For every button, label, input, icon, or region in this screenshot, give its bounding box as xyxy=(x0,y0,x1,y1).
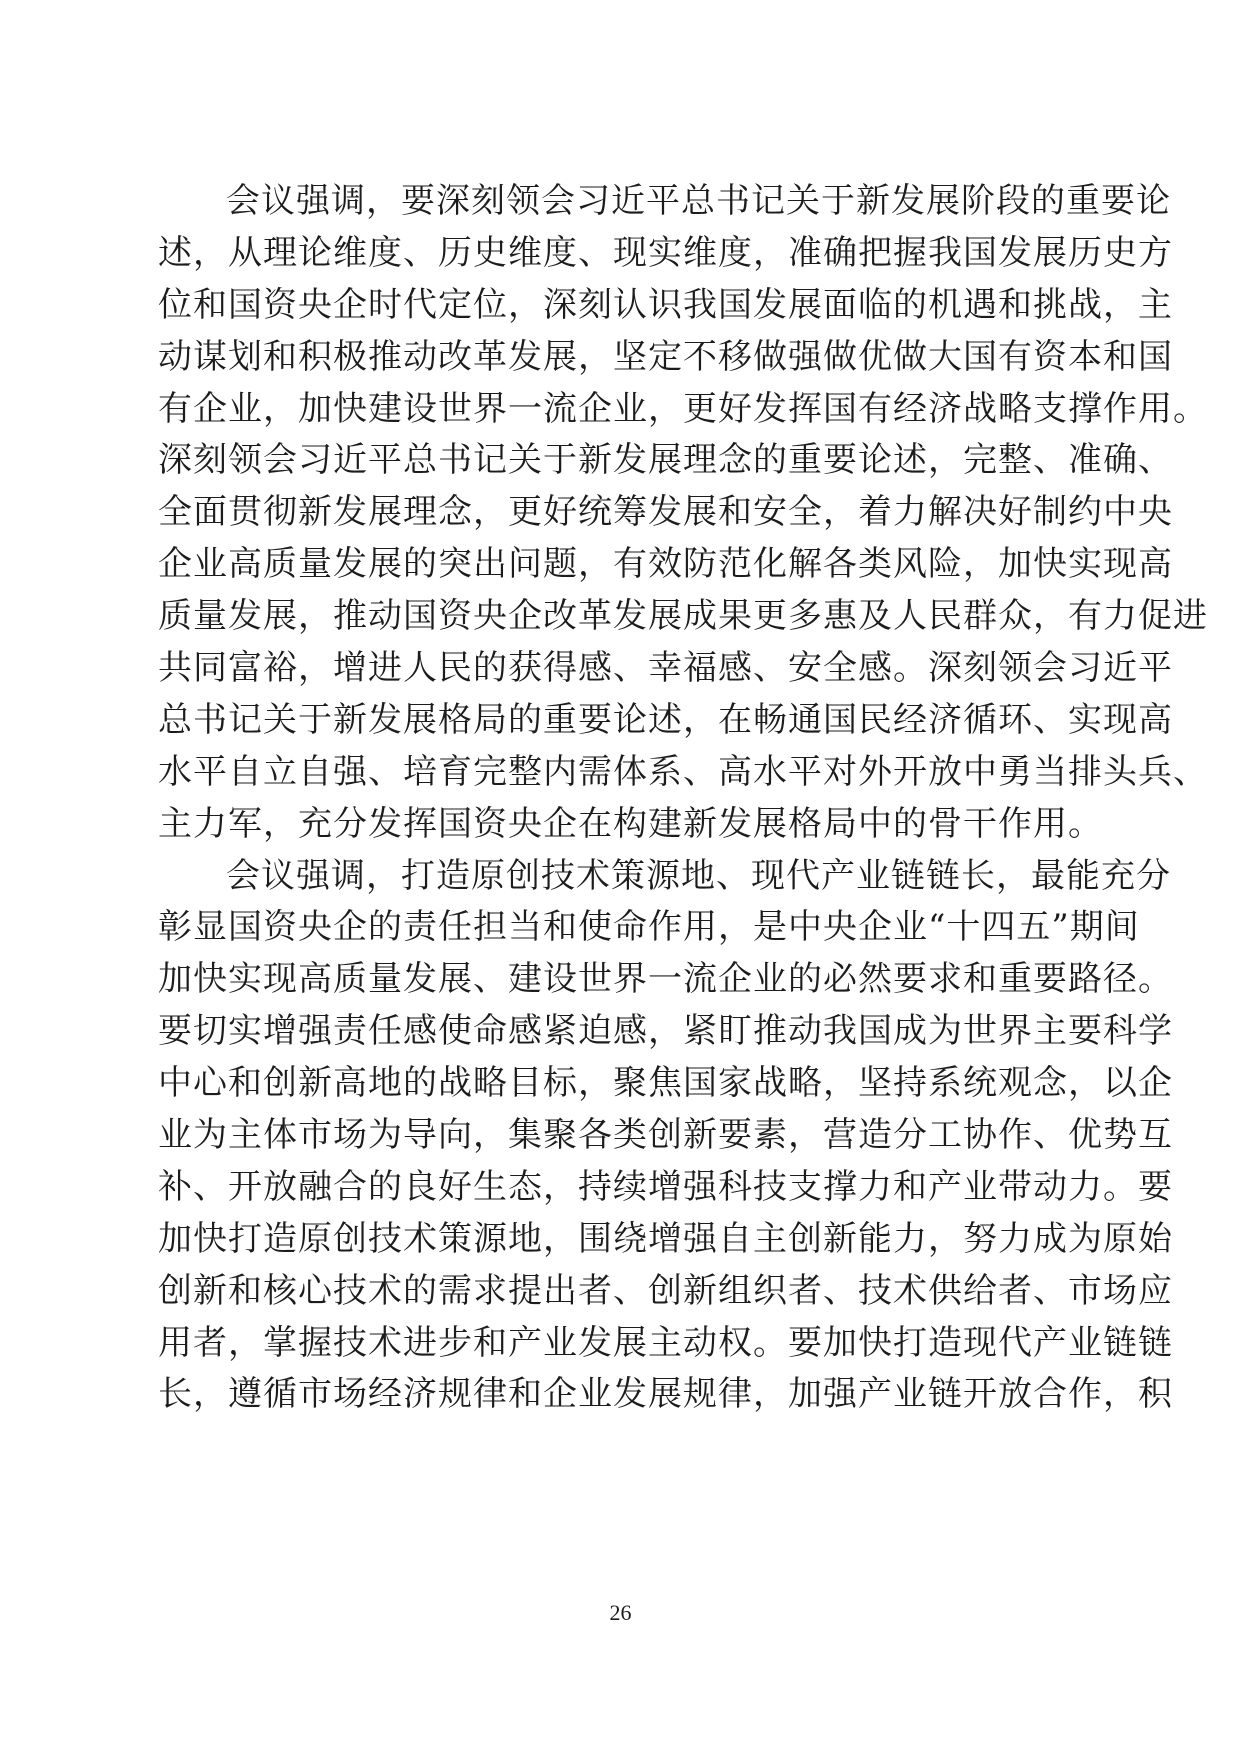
body-text xyxy=(158,176,1208,1421)
paragraph-2-line: 用者，掌握技术进步和产业发展主动权。要加快打造现代产业链链 xyxy=(158,1322,1173,1363)
page-number: 26 xyxy=(609,1600,632,1625)
paragraph-1-line: 动谋划和积极推动改革发展，坚定不移做强做优做大国有资本和国 xyxy=(158,336,1173,377)
paragraph-1-line: 全面贯彻新发展理念，更好统筹发展和安全，着力解决好制约中央 xyxy=(158,492,1173,533)
paragraph-1-line: 企业高质量发展的突出问题，有效防范化解各类风险，加快实现高 xyxy=(158,544,1173,585)
paragraph-2-line: 要切实增强责任感使命感紧迫感，紧盯推动我国成为世界主要科学 xyxy=(158,1011,1173,1052)
paragraph-1-line: 述，从理论维度、历史维度、现实维度，准确把握我国发展历史方 xyxy=(158,232,1173,273)
paragraph-2-line: 长，遵循市场经济规律和企业发展规律，加强产业链开放合作，积 xyxy=(158,1374,1173,1415)
paragraph-2-line: 加快打造原创技术策源地，围绕增强自主创新能力，努力成为原始 xyxy=(158,1218,1173,1259)
paragraph-2-line: 业为主体市场为导向，集聚各类创新要素，营造分工协作、优势互 xyxy=(158,1115,1173,1156)
paragraph-1-line: 水平自立自强、培育完整内需体系、高水平对外开放中勇当排头兵、 xyxy=(158,751,1208,792)
paragraph-2-line: 彰显国资央企的责任担当和使命作用，是中央企业“十四五”期间 xyxy=(158,907,1140,948)
paragraph-1-line: 有企业，加快建设世界一流企业，更好发挥国有经济战略支撑作用。 xyxy=(158,388,1208,429)
paragraph-2-line: 中心和创新高地的战略目标，聚焦国家战略，坚持系统观念，以企 xyxy=(158,1063,1173,1104)
paragraph-1-line: 会议强调，要深刻领会习近平总书记关于新发展阶段的重要论 xyxy=(226,181,1171,221)
paragraph-2-line: 会议强调，打造原创技术策源地、现代产业链链长，最能充分 xyxy=(226,855,1171,896)
paragraph-1-line: 总书记关于新发展格局的重要论述，在畅通国民经济循环、实现高 xyxy=(158,699,1173,740)
paragraph-1-line: 共同富裕，增进人民的获得感、幸福感、安全感。深刻领会习近平 xyxy=(158,648,1173,689)
paragraph-1-line: 主力军，充分发挥国资央企在构建新发展格局中的骨干作用。 xyxy=(158,803,1103,844)
paragraph-2-line: 加快实现高质量发展、建设世界一流企业的必然要求和重要路径。 xyxy=(158,959,1173,1000)
paragraph-1-line: 深刻领会习近平总书记关于新发展理念的重要论述，完整、准确、 xyxy=(158,440,1173,481)
paragraph-2-line: 创新和核心技术的需求提出者、创新组织者、技术供给者、市场应 xyxy=(158,1270,1173,1311)
paragraph-1-line: 位和国资央企时代定位，深刻认识我国发展面临的机遇和挑战，主 xyxy=(158,284,1173,325)
paragraph-1-line: 质量发展，推动国资央企改革发展成果更多惠及人民群众，有力促进 xyxy=(158,596,1208,637)
paragraph-2-line: 补、开放融合的良好生态，持续增强科技支撑力和产业带动力。要 xyxy=(158,1166,1173,1207)
